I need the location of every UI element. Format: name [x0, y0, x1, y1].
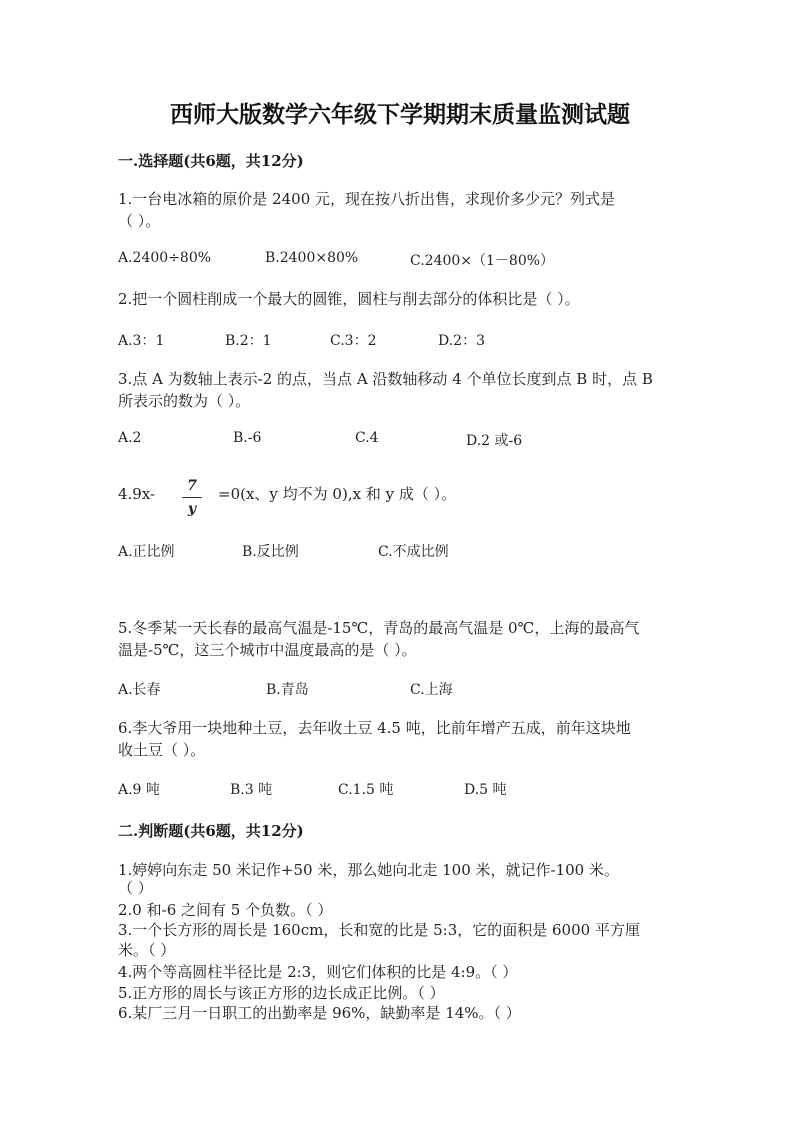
question-4-prefix: 4.9x-: [118, 485, 156, 503]
question-1-line-1: 1.一台电冰箱的原价是 2400 元，现在按八折出售，求现价多少元？列式是: [118, 190, 616, 208]
question-4-option-b: B.反比例: [242, 544, 299, 560]
question-6-option-b: B.3 吨: [230, 782, 273, 798]
question-5-line-1: 5.冬季某一天长春的最高气温是-15℃，青岛的最高气温是 0℃，上海的最高气: [118, 619, 640, 637]
question-6-option-a: A.9 吨: [118, 782, 160, 798]
question-2-line-1: 2.把一个圆柱削成一个最大的圆锥，圆柱与削去部分的体积比是（ ）。: [118, 290, 580, 308]
section-heading-choice: 一.选择题(共6题，共12分): [118, 152, 304, 170]
question-2-option-b: B.2：1: [225, 333, 272, 349]
tf-line-6: 4.两个等高圆柱半径比是 2:3，则它们体积的比是 4:9。（ ）: [118, 963, 518, 981]
fraction-numerator: 7: [187, 478, 197, 494]
question-5-option-b: B.青岛: [266, 682, 309, 698]
question-3-option-d: D.2 或-6: [466, 433, 523, 449]
question-2-option-a: A.3：1: [118, 333, 165, 349]
question-6-option-d: D.5 吨: [464, 782, 507, 798]
question-2-option-c: C.3：2: [330, 333, 377, 349]
tf-line-8: 6.某厂三月一日职工的出勤率是 96%，缺勤率是 14%。（ ）: [118, 1004, 521, 1022]
tf-line-4: 3.一个长方形的周长是 160cm，长和宽的比是 5:3，它的面积是 6000 平方厘: [118, 921, 640, 939]
question-1-option-c: C.2400×（1－80%）: [410, 253, 555, 269]
question-5-option-a: A.长春: [118, 682, 161, 698]
tf-line-3: 2.0 和-6 之间有 5 个负数。（ ）: [118, 901, 333, 919]
question-1-option-a: A.2400÷80%: [118, 250, 212, 266]
tf-line-1: 1.婷婷向东走 50 米记作+50 米，那么她向北走 100 米，就记作-100 米。: [118, 861, 619, 879]
question-1-line-2: （ ）。: [118, 212, 161, 230]
question-3-option-c: C.4: [355, 430, 379, 446]
question-6-line-1: 6.李大爷用一块地种土豆，去年收土豆 4.5 吨，比前年增产五成，前年这块地: [118, 719, 631, 737]
question-2-option-d: D.2：3: [438, 333, 485, 349]
question-3-option-b: B.-6: [233, 430, 262, 446]
question-3-line-2: 所表示的数为（ ）。: [118, 392, 251, 410]
tf-line-2: （ ）: [118, 879, 153, 897]
question-3-line-1: 3.点 A 为数轴上表示-2 的点，当点 A 沿数轴移动 4 个单位长度到点 B 时，点 B: [118, 370, 653, 388]
question-1-option-b: B.2400×80%: [265, 250, 359, 266]
question-4-option-a: A.正比例: [118, 544, 175, 560]
question-4-suffix: =0(x、y 均不为 0),x 和 y 成（ ）。: [218, 485, 457, 503]
tf-line-5: 米。（ ）: [118, 941, 176, 959]
question-4-option-c: C.不成比例: [378, 544, 449, 560]
tf-line-7: 5.正方形的周长与该正方形的边长成正比例。（ ）: [118, 984, 445, 1002]
question-3-option-a: A.2: [118, 430, 142, 446]
question-6-option-c: C.1.5 吨: [338, 782, 394, 798]
question-5-option-c: C.上海: [410, 682, 453, 698]
page-title: 西师大版数学六年级下学期期末质量监测试题: [170, 101, 630, 128]
fraction-bar: [182, 497, 202, 498]
question-6-line-2: 收土豆（ ）。: [118, 741, 206, 759]
fraction-seven-over-y: [182, 478, 202, 517]
question-5-line-2: 温是-5℃，这三个城市中温度最高的是（ ）。: [118, 641, 417, 659]
section-heading-true-false: 二.判断题(共6题，共12分): [118, 822, 304, 840]
fraction-denominator: y: [187, 501, 197, 517]
